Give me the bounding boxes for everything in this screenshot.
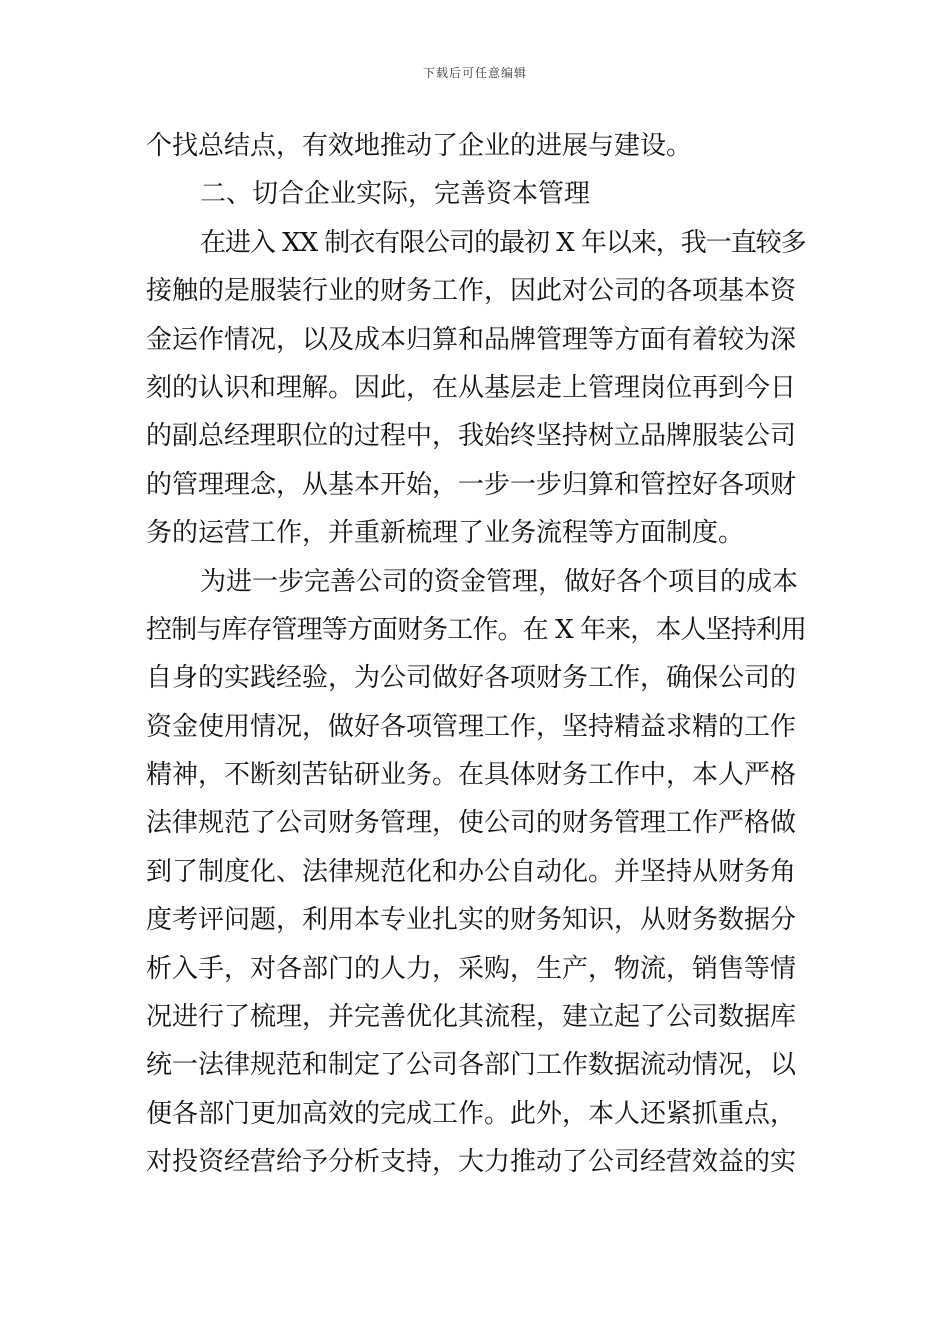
text-line: 控制与库存管理等方面财务工作。在 X 年来，本人坚持利用 (146, 614, 807, 645)
text-line: 到了制度化、法律规范化和办公自动化。并坚持从财务角 (146, 856, 797, 887)
text-line: 自身的实践经验，为公司做好各项财务工作，确保公司的 (146, 663, 797, 694)
text-line: 的管理理念，从基本开始，一步一步归算和管控好各项财 (146, 469, 797, 500)
text-line: 统一法律规范和制定了公司各部门工作数据流动情况，以 (146, 1050, 797, 1081)
text-line: 资金使用情况，做好各项管理工作，坚持精益求精的工作 (146, 711, 797, 742)
text-line: 的副总经理职位的过程中，我始终坚持树立品牌服装公司 (146, 421, 797, 452)
body-text (146, 122, 806, 1187)
text-line: 金运作情况，以及成本归算和品牌管理等方面有着较为深 (146, 324, 797, 355)
text-line: 二、切合企业实际，完善资本管理 (200, 179, 591, 210)
text-line: 为进一步完善公司的资金管理，做好各个项目的成本 (200, 566, 799, 597)
text-line: 在进入 XX 制衣有限公司的最初 X 年以来，我一直较多 (200, 227, 806, 258)
text-line: 法律规范了公司财务管理，使公司的财务管理工作严格做 (146, 808, 797, 839)
text-line: 对投资经营给予分析支持，大力推动了公司经营效益的实 (146, 1147, 797, 1178)
text-line: 个找总结点，有效地推动了企业的进展与建设。 (146, 131, 693, 161)
header-note: 下载后可任意编辑 (422, 66, 527, 80)
text-line: 况进行了梳理，并完善优化其流程，建立起了公司数据库 (146, 1002, 797, 1033)
text-line: 析入手，对各部门的人力，采购，生产，物流，销售等情 (146, 953, 797, 984)
text-line: 刻的认识和理解。因此，在从基层走上管理岗位再到今日 (146, 372, 797, 403)
text-line: 精神，不断刻苦钻研业务。在具体财务工作中，本人严格 (146, 760, 797, 791)
text-line: 接触的是服装行业的财务工作，因此对公司的各项基本资 (146, 276, 797, 307)
text-line: 便各部门更加高效的完成工作。此外，本人还紧抓重点， (146, 1098, 797, 1129)
text-line: 度考评问题，利用本专业扎实的财务知识，从财务数据分 (146, 905, 797, 936)
text-line: 务的运营工作，并重新梳理了业务流程等方面制度。 (146, 518, 745, 549)
